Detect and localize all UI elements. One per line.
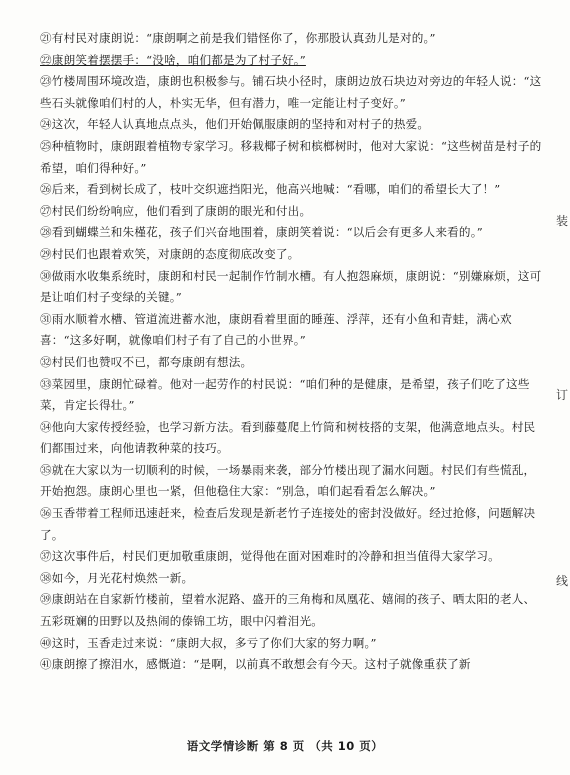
paragraph-35: ㉟就在大家以为一切顺利的时候，一场暴雨来袭，部分竹楼出现了漏水问题。村民们有些慌乱，开始抱怨。康朗心里也一紧，但他稳住大家：“别急，咱们起看看怎么解决。” (40, 462, 536, 499)
paragraph-21: ㉑有村民对康朗说：“康朗啊之前是我们错怪你了，你那股认真劲儿是对的。” (40, 31, 436, 45)
binding-mark-xian: 线 (555, 574, 568, 588)
paragraph-26: ㉖后来，看到树长成了，枝叶交织遮挡阳光，他高兴地喊：“看哪，咱们的希望长大了！” (40, 182, 501, 197)
paragraph-41: ㊶康朗擦了擦泪水，感慨道：“是啊，以前真不敢想会有今天。这村子就像重获了新 (40, 657, 471, 672)
paragraph-31: ㉛雨水顺着水槽、管道流进蓄水池，康朗看着里面的睡莲、浮萍，还有小鱼和青蛙，满心欢喜：“这多好啊，就像咱们村子有了自己的小世界。” (40, 311, 512, 348)
paragraph-34: ㉞他向大家传授经验，也学习新方法。看到藤蔓爬上竹筒和树枝搭的支架，他满意地点头。村民们都围过来，向他请教种菜的技巧。 (40, 419, 536, 456)
paragraph-37: ㊲这次事件后，村民们更加敬重康朗，觉得他在面对困难时的冷静和担当值得大家学习。 (40, 549, 500, 564)
document-body (22, 28, 546, 676)
paragraph-25: ㉕种植物时，康朗跟着植物专家学习。移栽椰子树和槟榔树时，他对大家说：“这些树苗是村子的希望，咱们得种好。” (40, 138, 542, 175)
paragraph-29: ㉙村民们也跟着欢笑，对康朗的态度彻底改变了。 (40, 246, 300, 261)
paragraph-39: ㊴康朗站在自家新竹楼前，望着水泥路、盛开的三角梅和凤凰花、嬉闹的孩子、晒太阳的老人、五彩斑斓的田野以及热闹的傣锦工坊，眼中闪着泪光。 (40, 592, 536, 629)
paragraph-28: ㉘看到蝴蝶兰和朱槿花，孩子们兴奋地围着，康朗笑着说：“以后会有更多人来看的。” (40, 225, 483, 240)
paragraph-23: ㉓竹楼周围环境改造，康朗也积极参与。铺石块小径时，康朗边放石块边对旁边的年轻人说：“这些石头就像咱们村的人，朴实无华，但有潜力，唯一定能让村子变好。” (40, 74, 542, 110)
paragraph-30: ㉚做雨水收集系统时，康朗和村民一起制作竹制水槽。有人抱怨麻烦，康朗说：“别嫌麻烦，这可是让咱们村子变绿的关键。” (40, 268, 542, 305)
paragraph-24: ㉔这次，年轻人认真地点点头，他们开始佩服康朗的坚持和对村子的热爱。 (40, 117, 430, 132)
paragraph-40: ㊵这时，玉香走过来说：“康朗大叔，多亏了你们大家的努力啊。” (40, 635, 377, 650)
paragraph-38: ㊳如今，月光花村焕然一新。 (40, 570, 194, 585)
paragraph-22: ㉒康朗笑着摆摆手：“没啥，咱们都是为了村子好。” (40, 52, 306, 67)
paragraph-32: ㉜村民们也赞叹不已，都夸康朗有想法。 (40, 354, 253, 369)
binding-mark-zhuang: 装 (555, 214, 568, 228)
paragraph-36: ㊱玉香带着工程师迅速赶来，检查后发现是新老竹子连接处的密封没做好。经过抢修，问题解决了。 (40, 506, 536, 542)
paragraph-33: ㉝菜园里，康朗忙碌着。他对一起劳作的村民说：“咱们种的是健康，是希望，孩子们吃了这些菜，肯定长得壮。” (40, 376, 530, 413)
page-footer: 语文学情诊断 第 8 页 （共 10 页） (186, 739, 384, 753)
binding-mark-ding: 订 (555, 388, 568, 402)
paragraph-27: ㉗村民们纷纷响应，他们看到了康朗的眼光和付出。 (40, 203, 312, 218)
